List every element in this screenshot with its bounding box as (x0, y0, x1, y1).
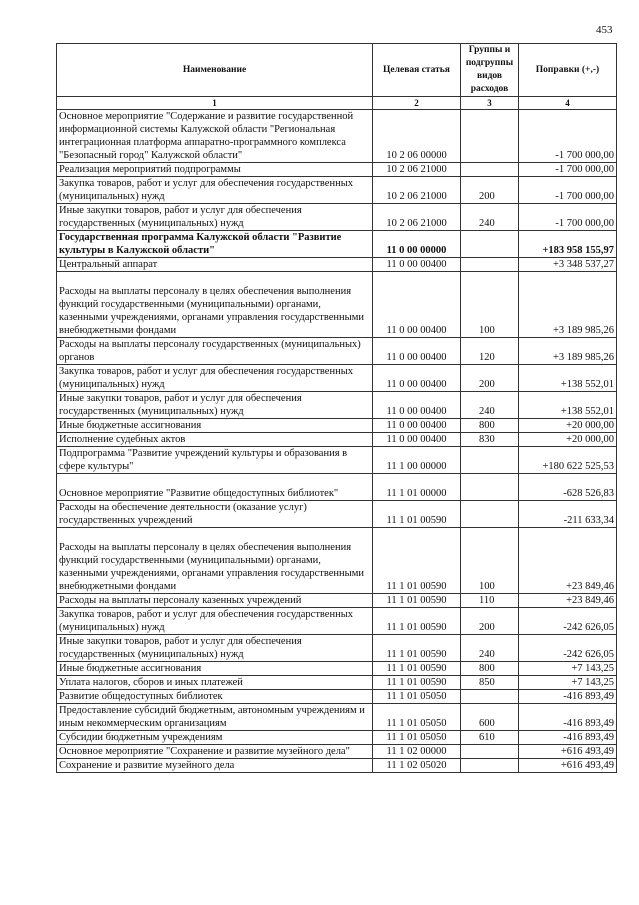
row-amount: +616 493,49 (519, 759, 617, 773)
row-target-article: 11 0 00 00400 (373, 433, 461, 447)
row-expense-type: 100 (461, 272, 519, 338)
row-name: Основное мероприятие "Содержание и развитие государственной информационной системы Калужской области "Региональная интеграционная платформа аппаратно-программного комплекса "Безопасный город" Калужской области" (57, 110, 373, 163)
column-number-row (57, 97, 617, 110)
row-name: Расходы на выплаты персоналу в целях обеспечения выполнения функций государственными (муниципальными) органами, казенными учреждениями, органами управления государственными внебюджетными фондами (57, 272, 373, 338)
table-row (57, 177, 617, 204)
row-expense-type: 240 (461, 392, 519, 419)
row-target-article: 11 1 01 00590 (373, 501, 461, 528)
table-row (57, 759, 617, 773)
row-expense-type (461, 110, 519, 163)
row-amount: -1 700 000,00 (519, 204, 617, 231)
row-name: Иные бюджетные ассигнования (57, 419, 373, 433)
row-amount: -416 893,49 (519, 690, 617, 704)
row-expense-type: 200 (461, 177, 519, 204)
row-expense-type: 200 (461, 608, 519, 635)
table-row (57, 258, 617, 272)
row-expense-type (461, 690, 519, 704)
row-name: Иные закупки товаров, работ и услуг для обеспечения государственных (муниципальных) нужд (57, 392, 373, 419)
row-amount: -242 626,05 (519, 635, 617, 662)
row-expense-type (461, 163, 519, 177)
row-name: Закупка товаров, работ и услуг для обеспечения государственных (муниципальных) нужд (57, 365, 373, 392)
header-target-article: Целевая статья (373, 44, 461, 97)
row-expense-type: 800 (461, 419, 519, 433)
row-amount: -1 700 000,00 (519, 177, 617, 204)
table-row (57, 447, 617, 474)
row-name: Иные закупки товаров, работ и услуг для обеспечения государственных (муниципальных) нужд (57, 204, 373, 231)
table-row (57, 163, 617, 177)
row-name: Иные бюджетные ассигнования (57, 662, 373, 676)
row-expense-type (461, 474, 519, 501)
table-row (57, 594, 617, 608)
table-row (57, 338, 617, 365)
table-row (57, 676, 617, 690)
row-name: Государственная программа Калужской области "Развитие культуры в Калужской области" (57, 231, 373, 258)
row-amount: -628 526,83 (519, 474, 617, 501)
header-row (57, 44, 617, 97)
table-row (57, 528, 617, 594)
row-expense-type: 100 (461, 528, 519, 594)
row-target-article: 11 0 00 00400 (373, 365, 461, 392)
row-target-article: 11 1 01 05050 (373, 704, 461, 731)
row-target-article: 11 1 02 00000 (373, 745, 461, 759)
row-name: Исполнение судебных актов (57, 433, 373, 447)
table-row (57, 110, 617, 163)
row-target-article: 11 1 01 00590 (373, 528, 461, 594)
row-expense-type (461, 231, 519, 258)
page-number: 453 (596, 24, 613, 36)
row-target-article: 10 2 06 21000 (373, 204, 461, 231)
row-expense-type (461, 501, 519, 528)
row-name: Субсидии бюджетным учреждениям (57, 731, 373, 745)
column-number: 4 (519, 97, 617, 110)
column-number: 3 (461, 97, 519, 110)
row-target-article: 11 0 00 00400 (373, 272, 461, 338)
row-target-article: 11 0 00 00400 (373, 392, 461, 419)
row-expense-type: 240 (461, 204, 519, 231)
row-name: Расходы на выплаты персоналу в целях обеспечения выполнения функций государственными (муниципальными) органами, казенными учреждениями, органами управления государственными внебюджетными фондами (57, 528, 373, 594)
row-amount: +138 552,01 (519, 365, 617, 392)
row-amount: +616 493,49 (519, 745, 617, 759)
row-target-article: 11 1 01 00000 (373, 474, 461, 501)
row-amount: +3 348 537,27 (519, 258, 617, 272)
row-name: Основное мероприятие "Развитие общедоступных библиотек" (57, 474, 373, 501)
row-target-article: 10 2 06 21000 (373, 177, 461, 204)
row-name: Основное мероприятие "Сохранение и развитие музейного дела" (57, 745, 373, 759)
row-expense-type: 120 (461, 338, 519, 365)
row-expense-type (461, 447, 519, 474)
row-name: Закупка товаров, работ и услуг для обеспечения государственных (муниципальных) нужд (57, 608, 373, 635)
row-expense-type (461, 258, 519, 272)
table-row (57, 474, 617, 501)
row-amount: -1 700 000,00 (519, 110, 617, 163)
row-name: Сохранение и развитие музейного дела (57, 759, 373, 773)
row-name: Предоставление субсидий бюджетным, автономным учреждениям и иным некоммерческим организациям (57, 704, 373, 731)
row-expense-type: 850 (461, 676, 519, 690)
row-amount: +3 189 985,26 (519, 272, 617, 338)
row-target-article: 11 1 01 00590 (373, 608, 461, 635)
row-name: Центральный аппарат (57, 258, 373, 272)
row-name: Уплата налогов, сборов и иных платежей (57, 676, 373, 690)
row-amount: -242 626,05 (519, 608, 617, 635)
row-amount: +180 622 525,53 (519, 447, 617, 474)
row-target-article: 10 2 06 00000 (373, 110, 461, 163)
row-amount: +20 000,00 (519, 419, 617, 433)
row-target-article: 11 0 00 00400 (373, 419, 461, 433)
row-expense-type: 200 (461, 365, 519, 392)
row-name: Расходы на выплаты персоналу государственных (муниципальных) органов (57, 338, 373, 365)
row-expense-type: 610 (461, 731, 519, 745)
row-amount: +23 849,46 (519, 594, 617, 608)
table-row (57, 704, 617, 731)
table-row (57, 204, 617, 231)
header-name: Наименование (57, 44, 373, 97)
row-amount: +7 143,25 (519, 662, 617, 676)
row-target-article: 10 2 06 21000 (373, 163, 461, 177)
table-row (57, 365, 617, 392)
row-expense-type: 240 (461, 635, 519, 662)
row-expense-type (461, 745, 519, 759)
row-target-article: 11 1 02 05020 (373, 759, 461, 773)
row-name: Закупка товаров, работ и услуг для обеспечения государственных (муниципальных) нужд (57, 177, 373, 204)
table-row (57, 662, 617, 676)
row-amount: +20 000,00 (519, 433, 617, 447)
row-amount: -416 893,49 (519, 704, 617, 731)
table-row (57, 419, 617, 433)
row-amount: +138 552,01 (519, 392, 617, 419)
table-row (57, 745, 617, 759)
table-row (57, 635, 617, 662)
row-expense-type: 800 (461, 662, 519, 676)
table-row (57, 608, 617, 635)
row-target-article: 11 1 01 00590 (373, 594, 461, 608)
header-amendments: Поправки (+,-) (519, 44, 617, 97)
table-row (57, 433, 617, 447)
row-name: Расходы на выплаты персоналу казенных учреждений (57, 594, 373, 608)
row-name: Развитие общедоступных библиотек (57, 690, 373, 704)
row-target-article: 11 1 00 00000 (373, 447, 461, 474)
row-target-article: 11 1 01 00590 (373, 635, 461, 662)
row-name: Иные закупки товаров, работ и услуг для обеспечения государственных (муниципальных) нужд (57, 635, 373, 662)
row-expense-type: 830 (461, 433, 519, 447)
table-body (57, 110, 617, 773)
row-target-article: 11 0 00 00400 (373, 258, 461, 272)
row-amount: +7 143,25 (519, 676, 617, 690)
row-target-article: 11 1 01 05050 (373, 690, 461, 704)
table-row (57, 731, 617, 745)
row-amount: +3 189 985,26 (519, 338, 617, 365)
row-amount: -1 700 000,00 (519, 163, 617, 177)
row-amount: -211 633,34 (519, 501, 617, 528)
table-row (57, 690, 617, 704)
row-expense-type: 110 (461, 594, 519, 608)
budget-amendments-table (56, 43, 617, 773)
table-row (57, 392, 617, 419)
row-name: Подпрограмма "Развитие учреждений культуры и образования в сфере культуры" (57, 447, 373, 474)
header-expense-type: Группы и подгруппы видов расходов (461, 44, 519, 97)
row-target-article: 11 1 01 05050 (373, 731, 461, 745)
column-number: 2 (373, 97, 461, 110)
row-target-article: 11 1 01 00590 (373, 676, 461, 690)
column-number: 1 (57, 97, 373, 110)
table-row (57, 501, 617, 528)
row-name: Расходы на обеспечение деятельности (оказание услуг) государственных учреждений (57, 501, 373, 528)
row-amount: +23 849,46 (519, 528, 617, 594)
row-amount: -416 893,49 (519, 731, 617, 745)
table-row (57, 231, 617, 258)
row-target-article: 11 0 00 00400 (373, 338, 461, 365)
row-target-article: 11 1 01 00590 (373, 662, 461, 676)
row-expense-type: 600 (461, 704, 519, 731)
row-name: Реализация мероприятий подпрограммы (57, 163, 373, 177)
row-amount: +183 958 155,97 (519, 231, 617, 258)
row-expense-type (461, 759, 519, 773)
table-row (57, 272, 617, 338)
row-target-article: 11 0 00 00000 (373, 231, 461, 258)
